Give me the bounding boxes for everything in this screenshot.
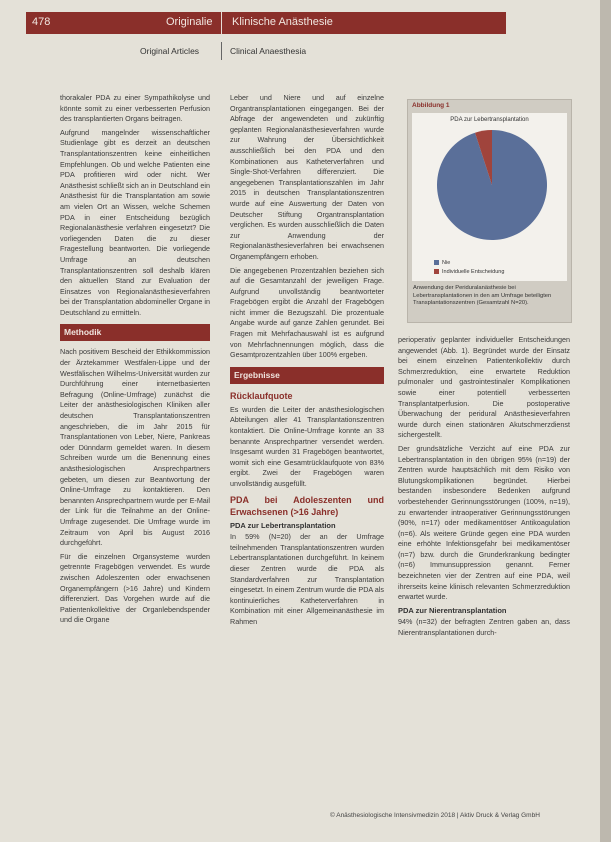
subheading-pda-adults: PDA bei Adoleszenten und Erwachsenen (>16 Jahre): [230, 494, 384, 517]
subheading-ruecklaufquote: Rücklaufquote: [230, 390, 293, 401]
text-column-2: [230, 93, 384, 631]
legend-swatch: [434, 260, 439, 265]
figure-label: Abbildung 1: [412, 102, 450, 109]
legend-item: [434, 259, 504, 268]
header-section-de: Originalie: [166, 16, 213, 28]
subheader-topic-en: Clinical Anaesthesia: [230, 46, 307, 56]
page-footer: © Anästhesiologische Intensivmedizin 2018 | Aktiv Druck & Verlag GmbH: [330, 812, 540, 819]
paragraph: Für die einzelnen Organsysteme wurden getrennte Fragebögen verwendet. Es wurde zwischen Adoleszenten oder erwachsenen Organempfängern (>16 Jahre) und Kindern differenziert. Das Vorgehen wurde auf die Patientenkollektive der Organlebendspender und die Organe: [60, 551, 210, 625]
header-separator: [221, 12, 222, 34]
paragraph: 94% (n=32) der befragten Zentren gaben an, dass Nierentransplantationen durch-: [398, 617, 570, 638]
subheader-separator: [221, 42, 222, 60]
figure-1: [407, 99, 572, 323]
text-column-3: [398, 335, 570, 642]
page-number: 478: [32, 16, 51, 28]
figure-panel: [412, 113, 567, 281]
paragraph: Es wurden die Leiter der anästhesiologischen Abteilungen aller 41 Transplantationszentren kontaktiert. Die Online-Umfrage konnte an 33 benannte Ansprechpartner versendet werden. Insgesamt wurden 31 Fragebögen beantwortet, womit sich eine Gesamtrücklaufquote von 83% ergibt. Zwei der Fragebögen waren unvollständig ausgefüllt.: [230, 404, 384, 488]
paragraph: Aufgrund mangelnder wissenschaftlicher Studienlage gibt es derzeit an deutschen Transplantationszentren keine einheitlichen Empfehlungen. Ob und welche Patienten eine PDA profitieren wird oder nicht. Wer Anästhesist schließt sich an in Deutschland ein Anästhesist für die Transplantation am sowie am vielen Ort an Wissen, welche Schemen PDA in einer Entscheidung bezüglich Regionalanästhesie verfahren eingesetzt? Die vorliegenden Daten die zu dieser Fragestellung beantworten. Die vorliegende Umfrage an deutschen Transplantationszentren soll deshalb klären den aktuellen Stand zur Evaluation der Einsatzes von Regionalanästhesieverfahren bei der Transplantation abdomineller Organe in Deutschland zu ermitteln.: [60, 127, 210, 317]
paragraph: In 59% (N=20) der an der Umfrage teilnehmenden Transplantationszentren wurden Lebertransplantationen durchgeführt. In keinem dieser Zentren wurde die PDA als Standardverfahren zur Transplantation eingesetzt. In einem Zentrum wurde die PDA als kontinuierliches Katheterverfahren in Kombination mit einer Allgemeinanästhesie im Rahmen: [230, 532, 384, 626]
legend-item: [434, 268, 504, 277]
page-edge: [600, 0, 611, 842]
chart-title: PDA zur Lebertransplantation: [450, 117, 529, 123]
subheader-section-en: Original Articles: [140, 46, 200, 56]
section-heading-ergebnisse: Ergebnisse: [230, 367, 384, 384]
section-heading-methodik: Methodik: [60, 324, 210, 341]
paragraph: perioperativ geplanter individueller Entscheidungen angewendet (Abb. 1). Begründet wurde der Einsatz bei einem einzelnen Patientenkollektiv durch Schmerzreduktion, eine erwartete Reduktion pulmonaler und gastrointestinaler Komplikationen sowie einer potentiell verbesserten Transplantatperfusion. Die postoperative Überwachung der peridural Anästhesieverfahren wurde durch einen stationären Akutschmerzdienst sichergestellt.: [398, 335, 570, 440]
paragraph: thorakaler PDA zu einer Sympathikolyse und könnte somit zu einer verbesserten Perfusion des transplantierten Organs beitragen.: [60, 93, 210, 124]
figure-caption: Anwendung der Periduralanästhesie bei Lebertransplantationen in den am Umfrage beteiligten Transplantationszentren (Gesamtzahl N=20).: [413, 285, 552, 307]
text-column-1: [60, 93, 210, 629]
page-header-bar: [26, 12, 506, 34]
subheading-kidney: PDA zur Nierentransplantation: [398, 605, 507, 615]
pie-chart: [412, 123, 567, 263]
paragraph: Der grundsätzliche Verzicht auf eine PDA zur Lebertransplantation in den übrigen 95% (n=19) der Zentren wurde hauptsächlich mit dem Risiko von Blutungskomplikationen begründet. Hierbei bestanden insbesondere Bedenken aufgrund vorbestehender Gerinnungsstörungen (100%, n=19), zu erwartender intraoperativer Gerinnungsstörungen (90%, n=17) oder medikamentöser Antikoagulation (n=6). Als weitere Gründe gegen eine PDA wurden eine erhöhte Infektionsgefahr bei medikamentöser (n=7) bzw. durch die Grunderkrankung bedingter (n=6) Immunsuppression genannt. Ferner bezeichneten vier der Zentren auf eine PDA, weil ihrerseits keine klinisch relevanten Schmerzreduktion erwartet wurde.: [398, 443, 570, 602]
subheading-liver: PDA zur Lebertransplantation: [230, 520, 336, 530]
header-topic-de: Klinische Anästhesie: [232, 16, 333, 28]
paragraph: Die angegebenen Prozentzahlen beziehen sich auf die Gesamtanzahl der jeweiligen Frage. Aufgrund unvollständig beantworteter Fragebögen ergibt die Anzahl der Fragebögen nicht immer die Bezugszahl. Die prozentuale Angabe wurde auf ganze Zahlen gerundet. Bei Fragen mit Mehrfachauswahl ist es aufgrund von Mehrfachnennungen möglich, dass die Gesamtprozentzahlen über 100% ergeben.: [230, 265, 384, 360]
legend-label: Individuelle Entscheidung: [442, 269, 505, 275]
chart-legend: [434, 259, 504, 277]
legend-swatch: [434, 269, 439, 274]
paragraph: Leber und Niere und auf einzelne Organtransplantationen eingegangen. Bei der Abfrage der angewendeten und zukünftig geplanten Regionalanästhesieverfahren wurde zur Wahrung der Übersichtlichkeit ausschließlich bei den PDA und den Kombinationen aus Katheterverfahren und Single-Shot-Verfahren differenziert. Die angegebenen Transplantationszahlen im Jahr 2015 in deutschen Transplantationszentren wurde auf eine Auswertung der Daten von Deutscher Stiftung Organtransplantation verglichen. Es wurden ausschließlich die Daten zur Anwendung der Regionalanästhesieverfahren bei erwachsenen Organempfängern erhoben.: [230, 93, 384, 261]
legend-label: Nie: [442, 260, 451, 266]
paragraph: Nach positivem Bescheid der Ethikkommission der Ärztekammer Westfalen-Lippe und der Westfälischen Wilhelms-Universität wurden zur Durchführung einer internetbasierten Befragung (Online-Umfrage) zunächst die Leiter der anästhesiologischen Kliniken aller deutschen Transplantationszentren angeschrieben, die im Jahr 2015 für Transplantationen von Leber, Niere, Pankreas oder Dünndarm gemeldet waren. In diesem Schreiben wurde um die Benennung eines anästhesiologischen Ansprechpartners gebeten, um diesen zur Beantwortung der Online-Umfrage zu kontaktieren. Den benannten Ansprechpartnern wurde per E-Mail der Link für die Teilnahme an der Online-Umfrage zugesendet. Die Umfrage wurde im Zeitraum von April bis August 2016 durchgeführt.: [60, 347, 210, 548]
